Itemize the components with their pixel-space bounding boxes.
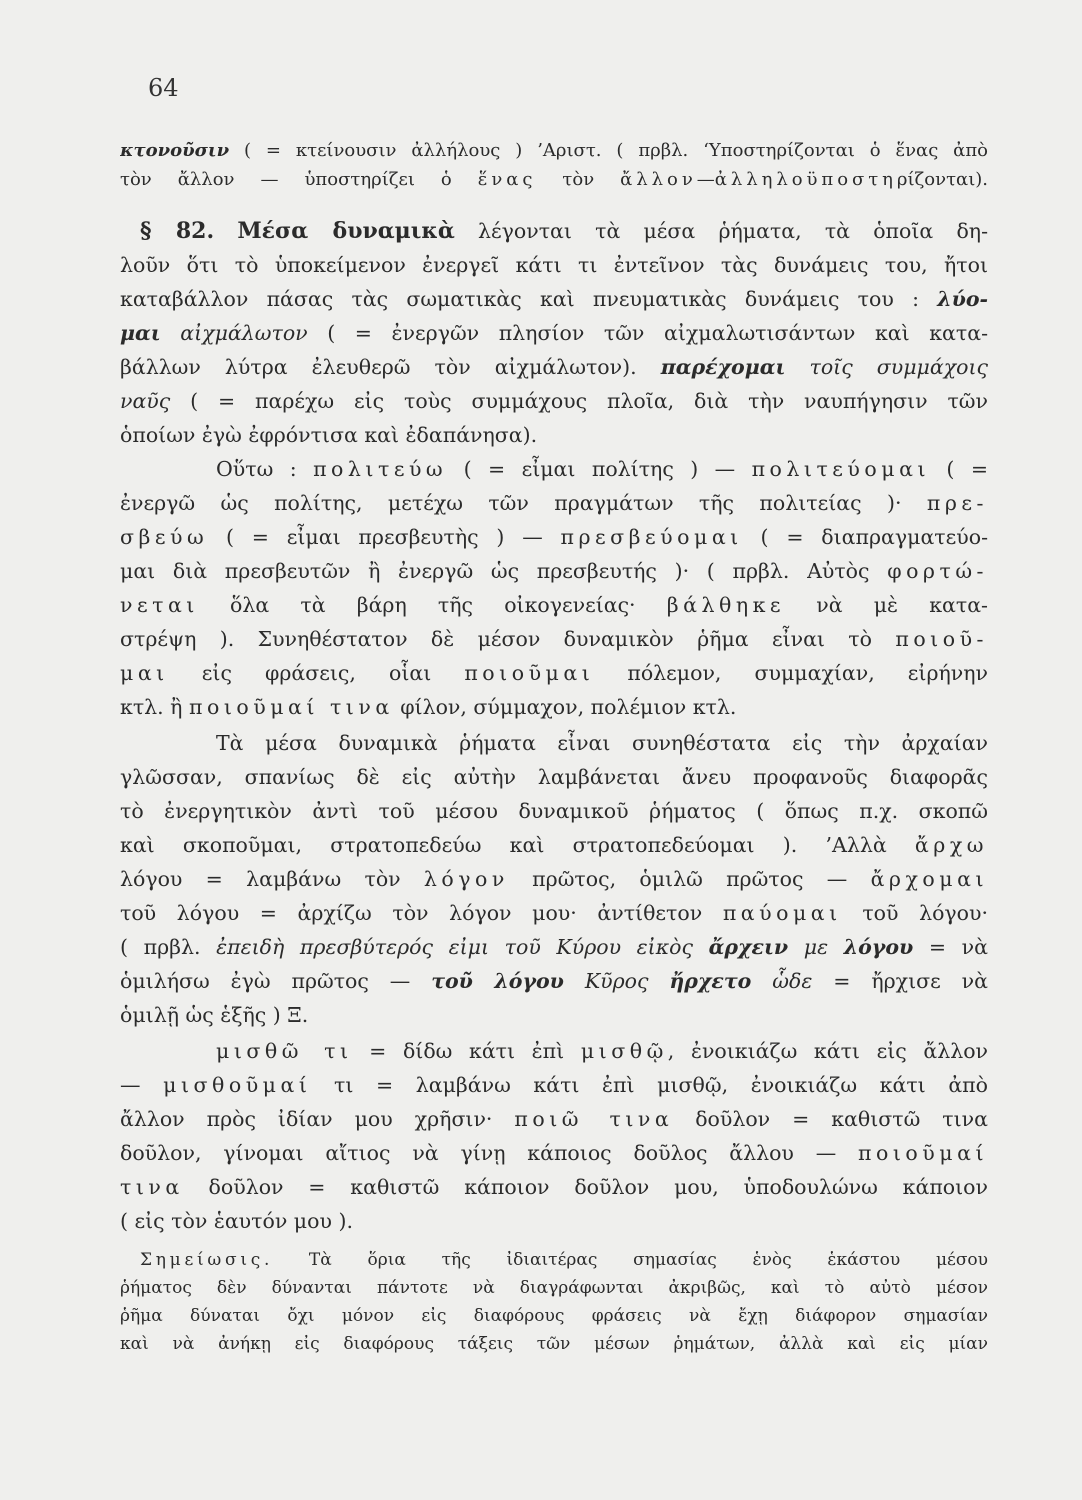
text-line: λόγου = λαμβάνω τὸν λόγον πρῶτος, ὁμιλῶ πρῶτος — ἄρχομαι (120, 867, 988, 891)
section-number: § 82. (140, 218, 215, 244)
paragraph-examples (120, 452, 988, 724)
note-line: ῥῆμα δύναται ὄχι μόνον εἰς διαφόρους φράσεις νὰ ἔχῃ διάφορον σημασίαν (120, 1306, 988, 1326)
page-number: 64 (148, 74, 179, 102)
section-heading-line: § 82. Μέσα δυναμικὰ λέγονται τὰ μέσα ῥήματα, τὰ ὁποῖα δη- (140, 218, 988, 244)
text-line: κτλ. ἢ ποιοῦμαί τινα φίλον, σύμμαχον, πολέμιον κτλ. (120, 695, 737, 719)
section-82 (120, 214, 988, 452)
text-line: κτονοῦσιν ( = κτείνουσιν ἀλλήλους ) ’Αριστ. ( πρβλ. ‘Υποστηρίζονται ὁ ἕνας ἀπὸ (120, 140, 988, 161)
text-line: — μισθοῦμαί τι = λαμβάνω κάτι ἐπὶ μισθῷ, ἐνοικιάζω κάτι ἀπὸ (120, 1073, 988, 1097)
text-line: σβεύω ( = εἶμαι πρεσβευτὴς ) — πρεσβεύομαι ( = διαπραγματεύο- (120, 525, 988, 549)
text-line: τοῦ λόγου = ἀρχίζω τὸν λόγον μου· ἀντίθετον παύομαι τοῦ λόγου· (120, 901, 988, 925)
text-line: Τὰ μέσα δυναμικὰ ῥήματα εἶναι συνηθέστατα εἰς τὴν ἀρχαίαν (216, 731, 988, 755)
text-line: τινα δοῦλον = καθιστῶ κάποιον δοῦλον μου, ὑποδουλώνω κάποιον (120, 1175, 988, 1199)
text-line: γλῶσσαν, σπανίως δὲ εἰς αὐτὴν λαμβάνεται ἄνευ προφανοῦς διαφορᾶς (120, 765, 988, 789)
text-line: ὁμιλήσω ἐγὼ πρῶτος — τοῦ λόγου Κῦρος ἤρχετο ὧδε = ἤρχισε νὰ (120, 969, 988, 993)
text-line: βάλλων λύτρα ἐλευθερῶ τὸν αἰχμάλωτον). παρέχομαι τοῖς συμμάχοις (120, 355, 988, 379)
note (120, 1246, 988, 1358)
text-line: τὸ ἐνεργητικὸν ἀντὶ τοῦ μέσου δυναμικοῦ ῥήματος ( ὅπως π.χ. σκοπῶ (120, 799, 988, 823)
text-line: Οὕτω : πολιτεύω ( = εἶμαι πολίτης ) — πολιτεύομαι ( = (216, 457, 988, 481)
note-line: Σημείωσις. Τὰ ὅρια τῆς ἰδιαιτέρας σημασίας ἑνὸς ἑκάστου μέσου (140, 1250, 988, 1270)
text-line: ( εἰς τὸν ἑαυτόν μου ). (120, 1209, 353, 1233)
text-line: δοῦλον, γίνομαι αἴτιος νὰ γίνῃ κάποιος δοῦλος ἄλλου — ποιοῦμαί (120, 1141, 988, 1165)
text-line: ὁποίων ἐγὼ ἐφρόντισα καὶ ἐδαπάνησα). (120, 423, 538, 447)
text-line: μαι διὰ πρεσβευτῶν ἢ ἐνεργῶ ὡς πρεσβευτής )· ( πρβλ. Αὐτὸς φορτώ- (120, 559, 988, 583)
text-line: μαι αἰχμάλωτον ( = ἐνεργῶν πλησίον τῶν αἰχμαλωτισάντων καὶ κατα- (120, 321, 988, 345)
text-line: μαι εἰς φράσεις, οἷαι ποιοῦμαι πόλεμον, συμμαχίαν, εἰρήνην (120, 661, 988, 685)
continuation-text (120, 136, 988, 194)
text-line: λοῦν ὅτι τὸ ὑποκείμενον ἐνεργεῖ κάτι τι ἐντεῖνον τὰς δυνάμεις του, ἤτοι (120, 253, 988, 277)
text-line: ναῦς ( = παρέχω εἰς τοὺς συμμάχους πλοῖα, διὰ τὴν ναυπήγησιν τῶν (120, 389, 988, 413)
paragraph-misthw (120, 1034, 988, 1238)
text-line: μισθῶ τι = δίδω κάτι ἐπὶ μισθῷ, ἐνοικιάζω κάτι εἰς ἄλλον (216, 1039, 988, 1063)
text-line: καταβάλλον πάσας τὰς σωματικὰς καὶ πνευματικὰς δυνάμεις του : λύο- (120, 287, 988, 311)
text-line: νεται ὅλα τὰ βάρη τῆς οἰκογενείας· βάλθηκε νὰ μὲ κατα- (120, 593, 988, 617)
text-line: τὸν ἄλλον — ὑποστηρίζει ὁ ἕνας τὸν ἄλλον—ἀλληλοϋποστηρίζονται). (120, 169, 988, 190)
text-line: καὶ σκοποῦμαι, στρατοπεδεύω καὶ στρατοπεδεύομαι ). ’Αλλὰ ἄρχω (120, 833, 988, 857)
note-line: καὶ νὰ ἀνήκῃ εἰς διαφόρους τάξεις τῶν μέσων ῥημάτων, ἀλλὰ καὶ εἰς μίαν (120, 1334, 988, 1354)
text-line: ( πρβλ. ἐπειδὴ πρεσβύτερός εἰμι τοῦ Κύρου εἰκὸς ἄρχειν με λόγου = νὰ (120, 935, 988, 959)
text-line: ὁμιλῇ ὡς ἑξῆς ) Ξ. (120, 1003, 309, 1027)
text-line: ἐνεργῶ ὡς πολίτης, μετέχω τῶν πραγμάτων τῆς πολιτείας )· πρε- (120, 491, 988, 515)
note-line: ῥήματος δὲν δύνανται πάντοτε νὰ διαγράφωνται ἀκριβῶς, καὶ τὸ αὐτὸ μέσον (120, 1278, 988, 1298)
text-line: στρέψη ). Συνηθέστατον δὲ μέσον δυναμικὸν ῥῆμα εἶναι τὸ ποιοῦ- (120, 627, 988, 651)
note-label: Σημείωσις. (140, 1250, 274, 1270)
paragraph-usage (120, 726, 988, 1032)
section-term: Μέσα δυναμικὰ (237, 218, 455, 244)
text-line: ἄλλον πρὸς ἰδίαν μου χρῆσιν· ποιῶ τινα δοῦλον = καθιστῶ τινα (120, 1107, 988, 1131)
